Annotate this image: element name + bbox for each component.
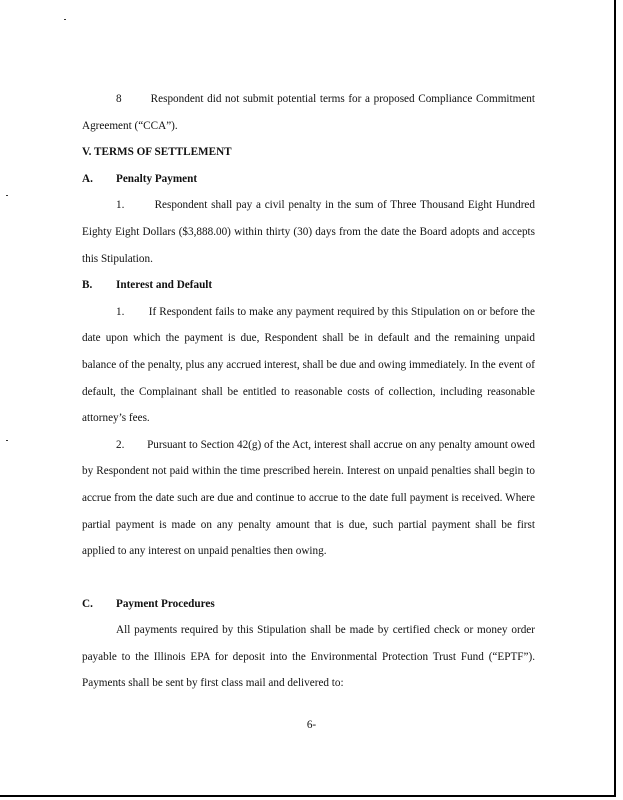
scan-speck [6,440,8,441]
section-c-heading [82,591,535,618]
section-b-paragraph-2 [82,432,535,565]
paragraph-text: If Respondent fails to make any payment required by this Stipulation on or before the date upon which the payment is due, Respondent shall be in default and the remaining unpaid balance of the penalty, plus any accrued interest, shall be due and owing immediately. In the event of default, the Complainant shall be entitled to reasonable costs of collection, including reasonable attorney’s fees. [82,305,535,425]
section-letter: A. [82,172,93,185]
scan-speck [64,19,66,20]
paragraph-number: 1. [116,199,125,212]
section-title: Penalty Payment [116,172,198,185]
scan-speck [6,195,8,196]
page-number: 6- [306,719,317,731]
section-a-paragraph-1 [82,192,535,272]
document-body [82,86,535,697]
section-title: Interest and Default [116,279,213,292]
paragraph-number: 1. [116,305,125,318]
paragraph-number: 8 [116,93,122,105]
section-a-heading [82,166,535,193]
paragraph-number: 2. [116,438,125,451]
section-letter: B. [82,279,93,292]
section-heading: V. TERMS OF SETTLEMENT [82,146,232,159]
scan-border-bottom [0,795,616,797]
paragraph-text: Respondent shall pay a civil penalty in the sum of Three Thousand Eight Hundred Eighty Eight Dollars ($3,888.00) within thirty (30) days from the date the Board adopts and accepts this Stipulation. [82,199,535,265]
section-b-paragraph-1 [82,299,535,432]
section-b-heading [82,272,535,299]
paragraph-8 [82,86,535,139]
paragraph-text: Pursuant to Section 42(g) of the Act, interest shall accrue on any penalty amount owed by Respondent not paid within the time prescribed herein. Interest on unpaid penalties shall begin to accrue from the date such are due and continue to accrue to the date full payment is received. Where partial payment is made on any penalty amount that is due, such partial payment shall be first applied to any interest on unpaid penalties then owing. [82,438,536,558]
section-c-paragraph: All payments required by this Stipulation shall be made by certified check or money order payable to the Illinois EPA for deposit into the Environmental Protection Trust Fund (“EPTF”). Payments shall be sent by first class mail and delivered to: [82,624,535,690]
spacer [82,565,535,591]
section-title: Payment Procedures [116,597,215,610]
scan-border-right [614,0,616,797]
paragraph-text: Respondent did not submit potential terms for a proposed Compliance Commitment Agreement (“CCA”). [82,93,535,132]
section-letter: C. [82,597,93,610]
